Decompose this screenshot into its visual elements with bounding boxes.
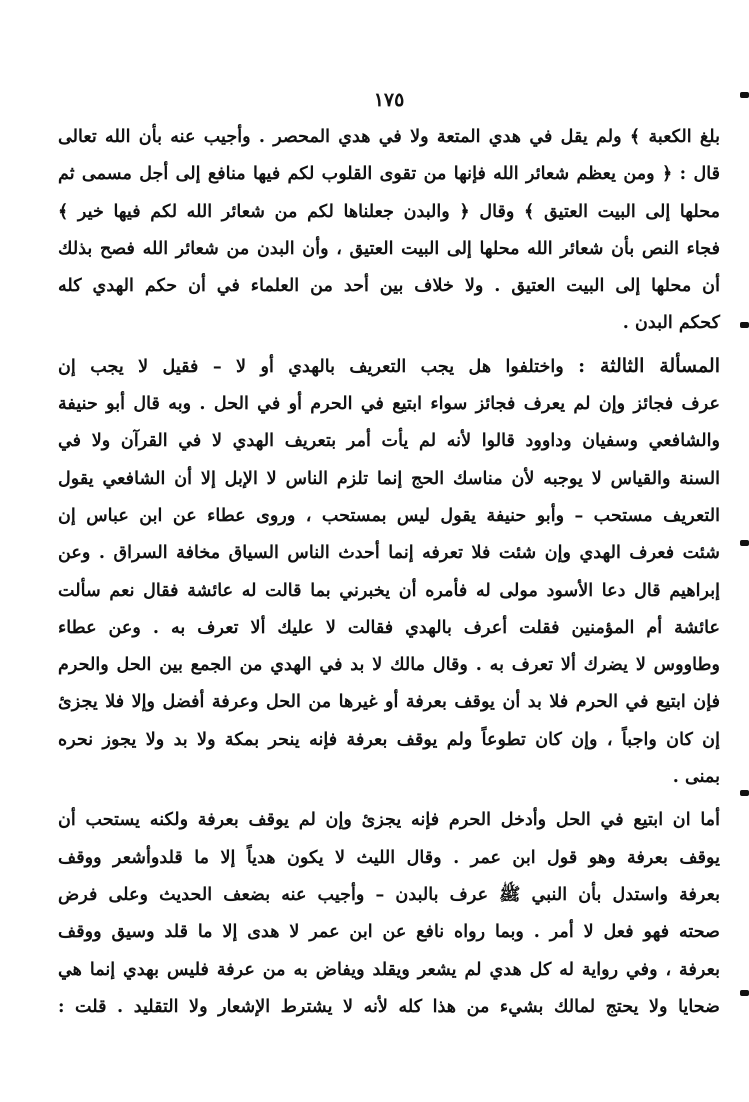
- text-line: فإن ابتيع في الحرم فلا بد أن يوقف بعرفة أو غيرها من الحل وعرفة أفضل وإلا فلا يجزئ: [58, 691, 720, 713]
- text-line: صحته فهو فعل لا أمر . وبما رواه نافع عن ابن عمر لا هدى إلا ما قلد وسيق ووقف: [58, 921, 720, 943]
- page-edge-mark: [740, 92, 749, 98]
- text-line: بمنى .: [672, 766, 720, 788]
- text-line: وطاووس لا يضرك ألا تعرف به . وقال مالك لا بد في الهدي من الجمع بين الحل والحرم: [58, 654, 720, 676]
- text-line: محلها إلى البيت العتيق ﴾ وقال ﴿ والبدن جعلناها لكم من شعائر الله لكم فيها خير ﴾: [58, 200, 720, 222]
- text-line: عائشة أم المؤمنين فقلت أعرف بالهدي فقالت لا عليك ألا تعرف به . وعن عطاء: [58, 616, 720, 638]
- page-edge-mark: [740, 790, 749, 796]
- text-line: يوقف بعرفة وهو قول ابن عمر . وقال الليث لا يكون هدياً إلا ما قلدوأشعر ووقف: [58, 846, 720, 868]
- text-line: عرف فجائز وإن لم يعرف فجائز سواء ابتيع في الحرم أو في الحل . وبه قال أبو حنيفة: [58, 393, 720, 415]
- text-line: شئت فعرف الهدي وإن شئت فلا تعرفه إنما أحدث الناس السياق مخافة السراق . وعن: [58, 542, 720, 564]
- text-line: السنة والقياس لا يوجبه لأن مناسك الحج إنما تلزم الناس لا الإبل إلا أن الشافعي يقول: [58, 467, 720, 489]
- text-line: التعريف مستحب – وأبو حنيفة يقول ليس بمستحب ، وروى عطاء عن ابن عباس إن: [58, 504, 720, 526]
- page-edge-mark: [740, 540, 749, 546]
- paragraph-3: [58, 801, 720, 1025]
- text-line: والشافعي وسفيان وداوود قالوا لأنه لم يأت أمر بتعريف الهدي لا في القرآن ولا في: [58, 430, 720, 452]
- paragraph-1: [58, 118, 720, 342]
- page-edge-mark: [740, 990, 749, 996]
- page-edge-mark: [740, 322, 749, 328]
- text-line: فجاء النص بأن شعائر الله محلها إلى البيت العتيق ، وأن البدن من شعائر الله فصح بذلك: [58, 237, 720, 259]
- text-line: إن كان واجباً ، وإن كان تطوعاً ولم يوقف بعرفة فإنه ينحر بمكة ولا بد ولا يجوز نحره: [58, 728, 720, 750]
- text-line: بعرفة واستدل بأن النبي ﷺ عرف بالبدن – وأجيب عنه بضعف الحديث وعلى فرض: [58, 883, 720, 905]
- text-line: بلغ الكعبة ﴾ ولم يقل في هدي المتعة ولا في هدي المحصر . وأجيب عنه بأن الله تعالى: [58, 126, 720, 147]
- page-number: ١٧٥: [373, 89, 405, 111]
- paragraph-2: [58, 348, 720, 796]
- text-line: أما ان ابتيع في الحل وأدخل الحرم فإنه يجزئ وإن لم يوقف بعرفة ولكنه يستحب أن: [58, 809, 720, 831]
- text-line: أن محلها إلى البيت العتيق . ولا خلاف بين أحد من العلماء في أن حكم الهدي كله: [58, 275, 720, 297]
- book-page: [58, 86, 720, 1025]
- text-line: قال : ﴿ ومن يعظم شعائر الله فإنها من تقوى القلوب لكم فيها منافع إلى أجل مسمى ثم: [58, 163, 720, 185]
- text-line: إبراهيم قال دعا الأسود مولى له فأمره أن يخبرني بما قالت له عائشة فقال نعم سألت: [58, 579, 720, 601]
- text-line: بعرفة ، وفي رواية له كل هدي لم يشعر ويقلد ويفاض به من عرفة فليس بهدي إنما هي: [58, 958, 720, 980]
- text-line: [58, 348, 720, 385]
- text-line: ضحايا ولا يحتج لمالك بشيء من هذا كله لأنه لا يشترط الإشعار ولا التقليد . قلت :: [58, 995, 720, 1017]
- section-heading: المسألة الثالثة :: [578, 354, 720, 377]
- text-line-rest: واختلفوا هل يجب التعريف بالهدي أو لا – فقيل لا يجب إن: [58, 355, 564, 377]
- text-line: كحكم البدن .: [622, 312, 720, 334]
